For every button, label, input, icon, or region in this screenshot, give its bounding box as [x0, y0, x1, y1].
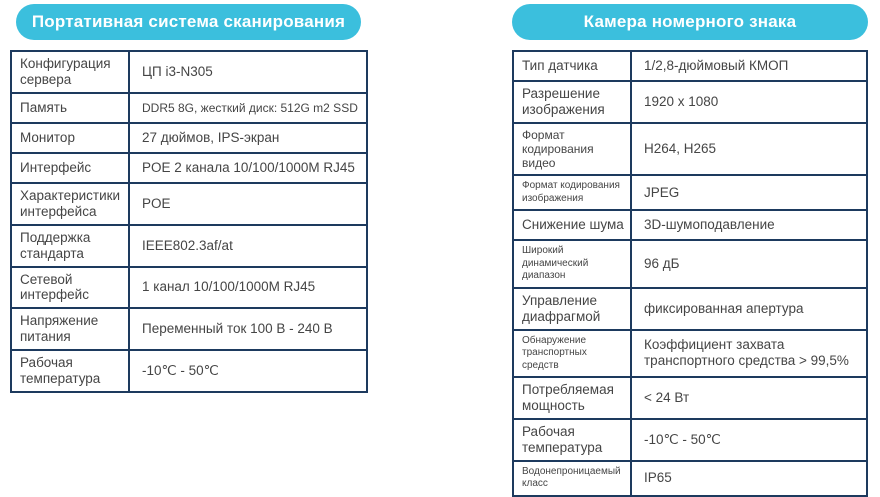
spec-value: 3D-шумоподавление — [631, 210, 867, 240]
spec-row — [11, 51, 367, 93]
spec-value: POE 2 канала 10/100/1000M RJ45 — [129, 153, 367, 183]
spec-label: Монитор — [11, 123, 129, 153]
spec-value: POE — [129, 183, 367, 225]
panel-portable-scanning-system — [10, 4, 368, 393]
camera-title-pill — [512, 4, 868, 40]
spec-value: IEEE802.3af/at — [129, 225, 367, 267]
spec-row — [513, 123, 867, 175]
spec-row — [513, 377, 867, 419]
spec-label: Поддержка стандарта — [11, 225, 129, 267]
spec-label: Управление диафрагмой — [513, 288, 631, 330]
panel-license-plate-camera — [512, 4, 868, 497]
spec-row — [513, 240, 867, 288]
spec-row — [11, 225, 367, 267]
spec-label: Водонепроницаемый класс — [513, 461, 631, 496]
spec-label: Интерфейс — [11, 153, 129, 183]
spec-label: Конфигурация сервера — [11, 51, 129, 93]
spec-label: Тип датчика — [513, 51, 631, 81]
spec-row — [513, 330, 867, 378]
spec-value: -10℃ - 50℃ — [631, 419, 867, 461]
spec-value: 1/2,8-дюймовый КМОП — [631, 51, 867, 81]
spec-row — [11, 153, 367, 183]
spec-row — [11, 123, 367, 153]
spec-value: 96 дБ — [631, 240, 867, 288]
spec-value: фиксированная апертура — [631, 288, 867, 330]
spec-row — [513, 210, 867, 240]
spec-label: Формат кодирования изображения — [513, 175, 631, 210]
spec-label: Характеристики интерфейса — [11, 183, 129, 225]
panel-title: Камера номерного знака — [583, 12, 797, 31]
spec-label: Разрешение изображения — [513, 81, 631, 123]
spec-value: IP65 — [631, 461, 867, 496]
spec-label: Память — [11, 93, 129, 123]
spec-label: Рабочая температура — [513, 419, 631, 461]
spec-row — [11, 308, 367, 350]
spec-row — [11, 93, 367, 123]
spec-row — [11, 183, 367, 225]
spec-label: Широкий динамический диапазон — [513, 240, 631, 288]
spec-row — [513, 419, 867, 461]
spec-value: Коэффициент захвата транспортного средства > 99,5% — [631, 330, 867, 378]
portable-system-spec-table — [10, 50, 368, 393]
spec-label: Напряжение питания — [11, 308, 129, 350]
spec-value: -10℃ - 50℃ — [129, 350, 367, 392]
panel-title: Портативная система сканирования — [31, 12, 346, 31]
spec-row — [513, 175, 867, 210]
spec-value: 1 канал 10/100/1000M RJ45 — [129, 267, 367, 309]
spec-value: ЦП i3-N305 — [129, 51, 367, 93]
spec-row — [513, 288, 867, 330]
spec-label: Рабочая температура — [11, 350, 129, 392]
camera-spec-table — [512, 50, 868, 497]
spec-value: Переменный ток 100 В - 240 В — [129, 308, 367, 350]
spec-row — [11, 267, 367, 309]
spec-label: Снижение шума — [513, 210, 631, 240]
spec-row — [513, 51, 867, 81]
spec-value: H264, H265 — [631, 123, 867, 175]
spec-value: JPEG — [631, 175, 867, 210]
spec-value: < 24 Вт — [631, 377, 867, 419]
spec-value: 27 дюймов, IPS-экран — [129, 123, 367, 153]
spec-label: Потребляемая мощность — [513, 377, 631, 419]
spec-label: Сетевой интерфейс — [11, 267, 129, 309]
spec-value: DDR5 8G, жесткий диск: 512G m2 SSD — [129, 93, 367, 123]
spec-row — [513, 461, 867, 496]
spec-row — [11, 350, 367, 392]
spec-row — [513, 81, 867, 123]
spec-value: 1920 x 1080 — [631, 81, 867, 123]
spec-label: Обнаружение транспортных средств — [513, 330, 631, 378]
portable-system-title-pill — [16, 4, 361, 40]
spec-label: Формат кодирования видео — [513, 123, 631, 175]
